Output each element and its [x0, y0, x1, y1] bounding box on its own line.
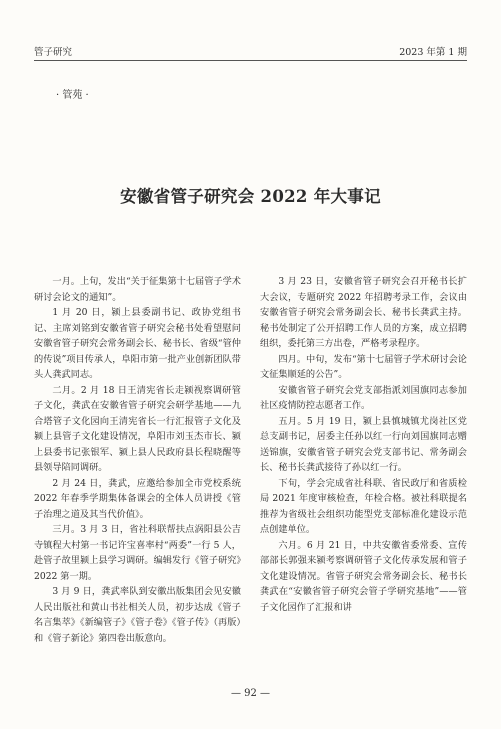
right-column [260, 274, 467, 669]
paragraph: 二月。2 月 18 日王清宪省长走颍视察调研管子文化，龚武在安徽省管子研究会研学基地——九合塔管子文化园向王清宪省长一行汇报管子文化及颍上县管子文化建设情况，阜阳市刘玉杰市长、颍上县委书记张银军、颍上县人民政府县长程晓醒等县领导陪同调研。 [34, 384, 241, 473]
paragraph: 安徽省管子研究会党支部指派刘国旗同志参加社区疫情防控志愿者工作。 [260, 384, 467, 411]
paragraph: 2 月 24 日，龚武，应邀给参加全市党校系统 2022 年春季学期集体备课会的全体人员讲授《管子治理之道及其当代价值》。 [34, 477, 241, 520]
left-column [34, 274, 241, 669]
paragraph: 3 月 23 日，安徽省管子研究会召开秘书长扩大会议，专题研究 2022 年招聘考录工作，会议由安徽省管子研究会常务副会长、秘书长龚武主持。秘书处制定了公开招聘工作人员的方案，成立招聘组织，委托第三方出卷，严格考录程序。 [260, 276, 467, 349]
paragraph: 四月。中旬，发布“第十七届管子学术研讨会论文征集顺延的公告”。 [260, 353, 467, 380]
journal-name: 管子研究 [34, 47, 73, 58]
paragraph: 六月。6 月 21 日，中共安徽省委常委、宣传部部长郭强来颍考察调研管子文化传承发展和管子文化建设情况。省管子研究会常务副会长、秘书长龚武在“安徽省管子研究会管子学研究基地”——管子文化园作了汇报和讲 [260, 539, 467, 613]
section-label: · 管苑 · [56, 90, 89, 101]
running-header [34, 42, 467, 58]
article-title: 安徽省管子研究会 2022 年大事记 [120, 187, 381, 206]
paragraph: 1 月 20 日，颍上县委副书记、政协党组书记、主席刘铭到安徽省管子研究会秘书处看望慰问安徽省管子研究会常务副会长、秘书长、省级“管仲的传说”项目传承人，阜阳市第一批产业创新团队带头人龚武同志。 [34, 307, 241, 380]
issue-label: 2023 年第 1 期 [399, 47, 467, 58]
header-divider [34, 60, 467, 61]
paragraph: 三月。3 月 3 日，省社科联帮扶点涡阳县公吉寺镇程大村第一书记许宝喜率村“两委”一行 5 人，赴管子故里颍上县学习调研。编辑发行《管子研究》2022 第一期。 [34, 524, 241, 582]
page-number: — 92 — [230, 688, 271, 699]
paragraph: 3 月 9 日，龚武率队到安徽出版集团会见安徽人民出版社和黄山书社相关人员，初步达成《管子名言集萃》《新编管子》《管子卷》《管子传》（再版）和《管子新论》第四卷出版意向。 [34, 586, 241, 644]
article-body [34, 274, 467, 669]
paragraph: 五月。5 月 19 日，颍上县慎城镇尤岗社区党总支副书记，居委主任孙以红一行向刘国旗同志赠送锦旗，安徽省管子研究会党支部书记、常务副会长、秘书长龚武接待了孙以红一行。 [260, 415, 467, 473]
paragraph: 下旬，学会完成省社科联、省民政厅和省质检局 2021 年度审核检查，年检合格。被社科联提名推荐为省级社会组织功能型党支部标准化建设示范点创建单位。 [260, 477, 467, 535]
paragraph: 一月。上旬，发出“关于征集第十七届管子学术研讨会论文的通知”。 [34, 276, 241, 303]
